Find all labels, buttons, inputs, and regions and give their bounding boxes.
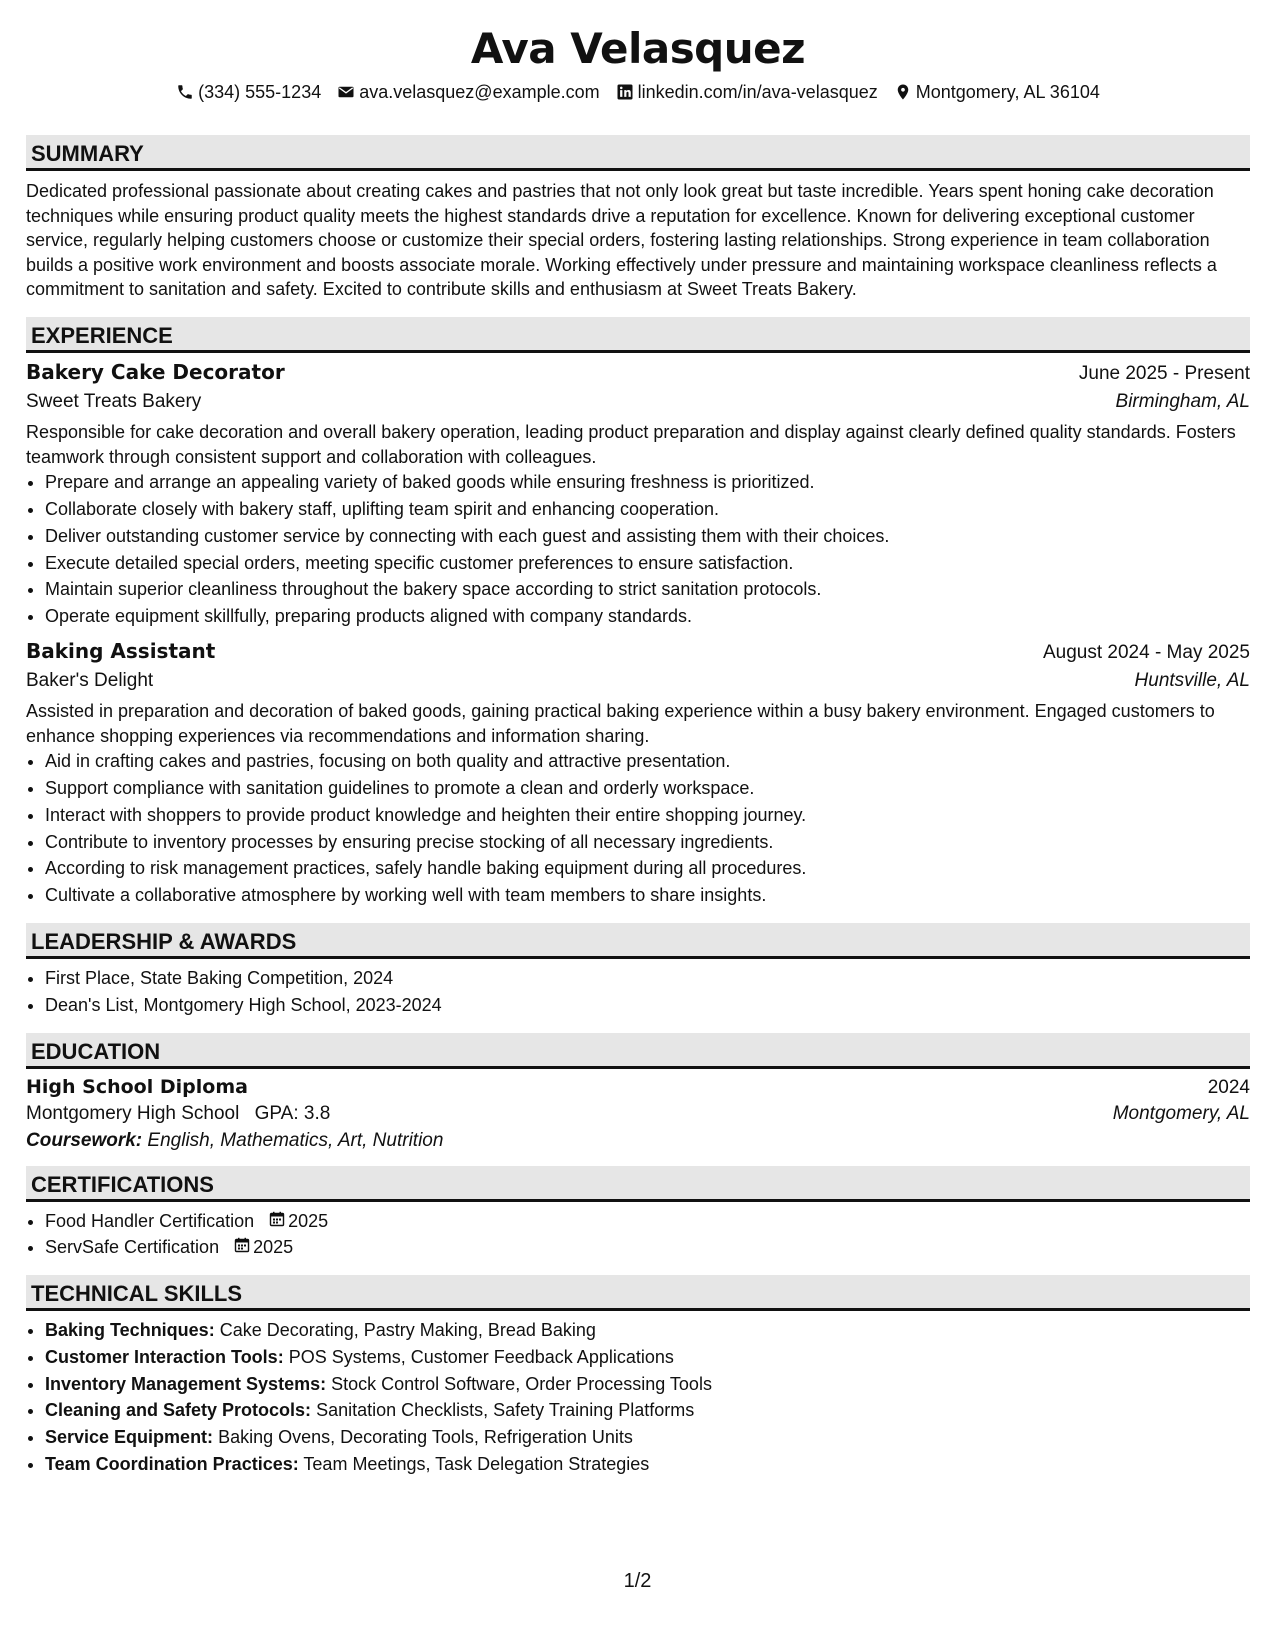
coursework-label: Coursework: xyxy=(26,1129,143,1151)
list-item: • According to risk management practices, safely handle baking equipment during all procedures. xyxy=(45,855,1250,882)
coursework-line xyxy=(26,1130,1250,1152)
list-item: • Support compliance with sanitation guidelines to promote a clean and orderly workspace. xyxy=(45,775,1250,802)
certification-year: 2025 xyxy=(288,1210,329,1231)
job-location: Huntsville, AL xyxy=(1134,669,1250,691)
skill-label: Team Coordination Practices: xyxy=(45,1454,299,1475)
contact-bar xyxy=(26,79,1250,105)
section-header-summary: SUMMARY xyxy=(26,135,1250,171)
job-company: Sweet Treats Bakery xyxy=(26,390,202,412)
skill-value: POS Systems, Customer Feedback Applications xyxy=(288,1346,674,1367)
list-item: • Maintain superior cleanliness throughout the bakery space according to strict sanitation protocols. xyxy=(45,576,1250,603)
education-school: Montgomery High School xyxy=(26,1102,240,1124)
contact-email[interactable] xyxy=(337,82,599,103)
resume-page xyxy=(26,0,1250,1478)
skill-label: Inventory Management Systems: xyxy=(45,1373,327,1394)
job-company: Baker's Delight xyxy=(26,669,154,691)
calendar-icon xyxy=(234,1234,250,1261)
list-item: • Dean's List, Montgomery High School, 2023-2024 xyxy=(45,992,1250,1019)
phone-text: (334) 555-1234 xyxy=(198,81,322,102)
candidate-name: Ava Velasquez xyxy=(470,24,806,73)
envelope-icon xyxy=(337,83,355,101)
list-item: • Operate equipment skillfully, preparing products aligned with company standards. xyxy=(45,603,1250,630)
section-header-experience: EXPERIENCE xyxy=(26,317,1250,353)
list-item: • Contribute to inventory processes by ensuring precise stocking of all necessary ingredients. xyxy=(45,829,1250,856)
education-gpa: GPA: 3.8 xyxy=(254,1102,331,1124)
list-item: • Interact with shoppers to provide product knowledge and heighten their entire shopping journey. xyxy=(45,802,1250,829)
job-title: Baking Assistant xyxy=(26,638,216,663)
education-entry xyxy=(26,1076,1250,1152)
education-location: Montgomery, AL xyxy=(1112,1102,1250,1124)
section-header-skills: TECHNICAL SKILLS xyxy=(26,1275,1250,1311)
section-header-education: EDUCATION xyxy=(26,1033,1250,1069)
job-dates: June 2025 - Present xyxy=(1078,362,1250,384)
contact-location xyxy=(894,82,1100,103)
list-item: • Cultivate a collaborative atmosphere by working well with team members to share insights. xyxy=(45,882,1250,909)
map-pin-icon xyxy=(894,83,912,101)
job-dates: August 2024 - May 2025 xyxy=(1042,641,1250,663)
skill-value: Team Meetings, Task Delegation Strategies xyxy=(303,1454,650,1475)
phone-icon xyxy=(176,83,194,101)
job-entry xyxy=(26,639,1250,909)
list-item xyxy=(45,1451,1250,1478)
job-location: Birmingham, AL xyxy=(1115,390,1250,412)
list-item xyxy=(45,1344,1250,1371)
job-title: Bakery Cake Decorator xyxy=(26,359,285,384)
certification-name: ServSafe Certification xyxy=(45,1237,220,1258)
list-item xyxy=(45,1371,1250,1398)
list-item: • Prepare and arrange an appealing variety of baked goods while ensuring freshness is prioritized. xyxy=(45,469,1250,496)
skill-label: Service Equipment: xyxy=(45,1427,214,1448)
job-description: Assisted in preparation and decoration of baked goods, gaining practical baking experience within a busy bakery environment. Engaged customers to enhance shopping experiences via recommendations and information sharing. xyxy=(26,700,1215,746)
calendar-icon xyxy=(269,1208,285,1235)
skill-value: Stock Control Software, Order Processing Tools xyxy=(331,1373,712,1394)
certification-year: 2025 xyxy=(253,1237,294,1258)
skill-value: Sanitation Checklists, Safety Training Platforms xyxy=(316,1400,695,1421)
skill-value: Cake Decorating, Pastry Making, Bread Baking xyxy=(219,1320,596,1341)
linkedin-icon xyxy=(616,83,634,101)
job-description: Responsible for cake decoration and overall bakery operation, leading product preparation and display against clearly defined quality standards. Fosters teamwork through consistent support and collaboration with colleagues. xyxy=(26,421,1236,467)
linkedin-link[interactable]: linkedin.com/in/ava-velasquez xyxy=(637,81,878,102)
list-item: • Deliver outstanding customer service by connecting with each guest and assisting them with their choices. xyxy=(45,523,1250,550)
section-header-certifications: CERTIFICATIONS xyxy=(26,1166,1250,1202)
list-item xyxy=(45,1208,1250,1235)
location-text: Montgomery, AL 36104 xyxy=(915,81,1100,102)
list-item xyxy=(45,1424,1250,1451)
list-item xyxy=(45,1397,1250,1424)
coursework-value: English, Mathematics, Art, Nutrition xyxy=(147,1129,444,1151)
list-item: • First Place, State Baking Competition, 2024 xyxy=(45,965,1250,992)
list-item xyxy=(45,1317,1250,1344)
skill-label: Customer Interaction Tools: xyxy=(45,1346,284,1367)
section-header-leadership: LEADERSHIP & AWARDS xyxy=(26,923,1250,959)
list-item: • Aid in crafting cakes and pastries, focusing on both quality and attractive presentation. xyxy=(45,748,1250,775)
skill-value: Baking Ovens, Decorating Tools, Refrigeration Units xyxy=(218,1427,633,1448)
page-number: 1/2 xyxy=(623,1570,652,1592)
education-degree: High School Diploma xyxy=(26,1075,248,1098)
email-link[interactable]: ava.velasquez@example.com xyxy=(359,81,600,102)
skill-label: Baking Techniques: xyxy=(45,1320,215,1341)
list-item: • Execute detailed special orders, meeting specific customer preferences to ensure satisfaction. xyxy=(45,550,1250,577)
list-item: • Collaborate closely with bakery staff, uplifting team spirit and enhancing cooperation. xyxy=(45,496,1250,523)
education-year: 2024 xyxy=(1207,1076,1250,1098)
list-item xyxy=(45,1234,1250,1261)
skill-label: Cleaning and Safety Protocols: xyxy=(45,1400,312,1421)
contact-linkedin[interactable] xyxy=(616,82,878,103)
job-entry xyxy=(26,360,1250,630)
contact-phone xyxy=(176,82,321,103)
certification-name: Food Handler Certification xyxy=(45,1210,255,1231)
summary-text: Dedicated professional passionate about creating cakes and pastries that not only look great but taste incredible. Years spent honing cake decoration techniques while ensuring product quality meets the highest standards drive a reputation for excellence. Known for delivering exceptional customer service, regularly helping customers choose or customize their special orders, fostering lasting relationships. Strong experience in team collaboration builds a positive work environment and boosts associate morale. Working effectively under pressure and maintaining workspace cleanliness reflects a commitment to sanitation and safety. Excited to contribute skills and enthusiasm at Sweet Treats Bakery. xyxy=(26,181,1217,300)
